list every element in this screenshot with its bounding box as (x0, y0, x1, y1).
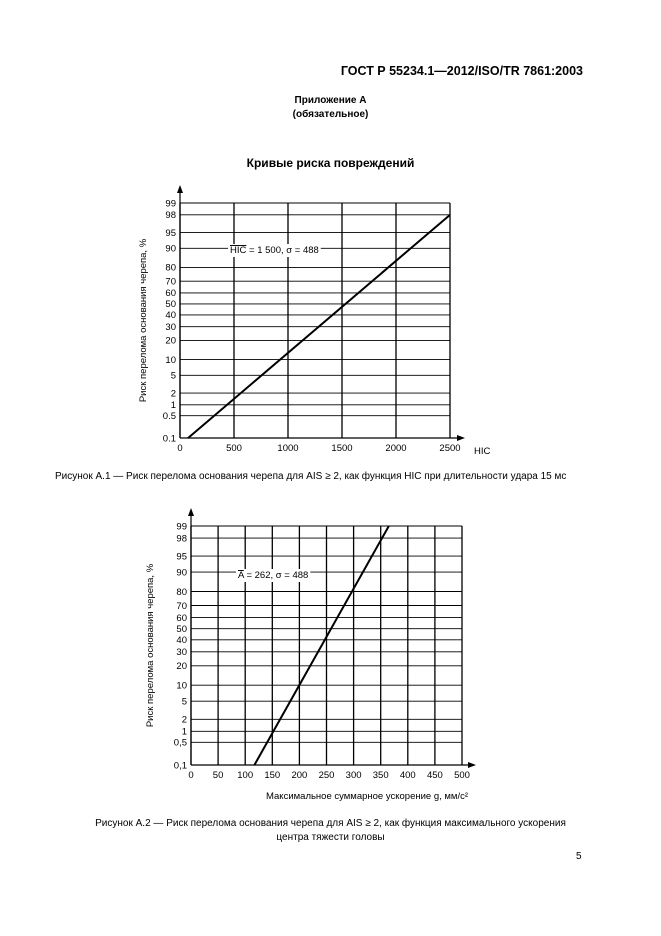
chart2-y-tick-label: 40 (176, 635, 187, 647)
chart2-x-tick-label: 50 (212, 770, 224, 781)
chart1-y-tick-label: 80 (165, 262, 176, 274)
chart2-x-tick-label: 500 (454, 770, 470, 781)
chart2-y-tick-label: 10 (176, 680, 187, 692)
chart1-y-tick-label: 70 (165, 276, 176, 288)
chart2-annotation-symbol: A (238, 570, 244, 581)
chart2-y-tick-label: 95 (176, 551, 187, 563)
standard-header: ГОСТ Р 55234.1—2012/ISO/TR 7861:2003 (340, 64, 583, 78)
chart1-y-axis-label: Риск перелома основания черепа, % (138, 238, 149, 403)
chart2-y-tick-label: 20 (176, 661, 187, 673)
chart2-y-tick-label: 80 (176, 586, 187, 598)
chart1-y-tick-label: 50 (165, 299, 176, 311)
chart2-y-tick-label: 60 (176, 612, 187, 624)
chart2-y-tick-label: 30 (176, 647, 187, 659)
chart2-y-tick-label: 98 (176, 533, 187, 545)
chart1-y-tick-label: 40 (165, 310, 176, 322)
chart2-x-tick-label: 250 (318, 770, 335, 781)
chart1-x-tick-label: 1500 (331, 443, 353, 454)
annex-title: Приложение А (294, 95, 367, 106)
chart2-y-tick-label: 90 (176, 567, 187, 579)
figure-caption-2 (0, 817, 661, 845)
chart1-x-tick-label: 1000 (277, 443, 299, 454)
chart2-x-tick-label: 450 (426, 770, 443, 781)
figure-caption-1: Рисунок А.1 — Риск перелома основания черепа для AIS ≥ 2, как функция HIC при длительности удара 15 мс (55, 471, 567, 482)
chart1-x-tick-label: 0 (177, 443, 183, 454)
chart2-x-axis-label: Максимальное суммарное ускорение g, мм/с² (266, 791, 469, 802)
chart1-annotation-symbol: HIC (230, 245, 247, 256)
chart2-annotation (238, 570, 308, 581)
annex-status: (обязательное) (292, 109, 369, 120)
chart1-y-tick-label: 1 (170, 400, 176, 412)
section-title: Кривые риска повреждений (246, 156, 415, 170)
chart1-y-tick-label: 2 (170, 388, 176, 400)
chart2-y-tick-label: 1 (181, 726, 187, 738)
chart2-x-tick-label: 150 (264, 770, 281, 781)
chart1-y-tick-label: 60 (165, 288, 176, 300)
chart2-y-axis-label: Риск перелома основания черепа, % (145, 563, 156, 728)
chart2-x-tick-label: 350 (372, 770, 389, 781)
chart2-x-tick-label: 100 (237, 770, 254, 781)
chart1-y-tick-label: 10 (165, 354, 176, 366)
chart1-annotation (230, 245, 319, 256)
chart1-y-tick-label: 30 (165, 321, 176, 333)
chart2-y-axis-arrow (188, 508, 194, 516)
chart1-y-axis-arrow (177, 185, 183, 193)
chart1-x-tick-label: 2500 (439, 443, 461, 454)
chart1-y-tick-label: 90 (165, 243, 176, 255)
chart2-risk-curve (254, 526, 388, 765)
chart1-x-axis-label: HIC (474, 446, 491, 457)
page-number: 5 (576, 851, 582, 862)
chart2-y-tick-label: 0,5 (173, 737, 187, 749)
figure-caption-2-line2: центра тяжести головы (276, 832, 385, 843)
chart2-y-tick-label: 0,1 (173, 760, 187, 772)
chart1-y-tick-label: 5 (170, 370, 176, 382)
chart1-x-tick-label: 500 (226, 443, 242, 454)
chart1-y-tick-label: 99 (165, 198, 176, 210)
chart2-x-tick-label: 0 (188, 770, 194, 781)
chart1-y-tick-label: 95 (165, 227, 176, 239)
chart2-y-tick-label: 2 (181, 714, 187, 726)
chart2-x-tick-label: 300 (345, 770, 362, 781)
chart1-y-tick-label: 20 (165, 335, 176, 347)
chart2-y-tick-label: 50 (176, 623, 187, 635)
chart1-y-tick-label: 0.5 (162, 410, 176, 422)
chart1-y-tick-label: 0.1 (162, 433, 176, 445)
figure-caption-2-line1: Рисунок А.2 — Риск перелома основания черепа для AIS ≥ 2, как функция максимального ускорения (95, 818, 566, 829)
chart1-y-tick-label: 98 (165, 210, 176, 222)
chart2-annotation-text: = 262, σ = 488 (243, 570, 309, 581)
chart2-x-tick-label: 400 (399, 770, 416, 781)
chart1-annotation-text: = 1 500, σ = 488 (246, 245, 319, 256)
chart2-x-tick-label: 200 (291, 770, 308, 781)
chart1-x-axis-arrow (457, 435, 465, 441)
chart1-x-tick-label: 2000 (385, 443, 407, 454)
chart2-y-tick-label: 99 (176, 521, 187, 533)
chart2-x-axis-arrow (468, 762, 476, 768)
chart2-y-tick-label: 5 (181, 696, 187, 708)
chart2-y-tick-label: 70 (176, 600, 187, 612)
